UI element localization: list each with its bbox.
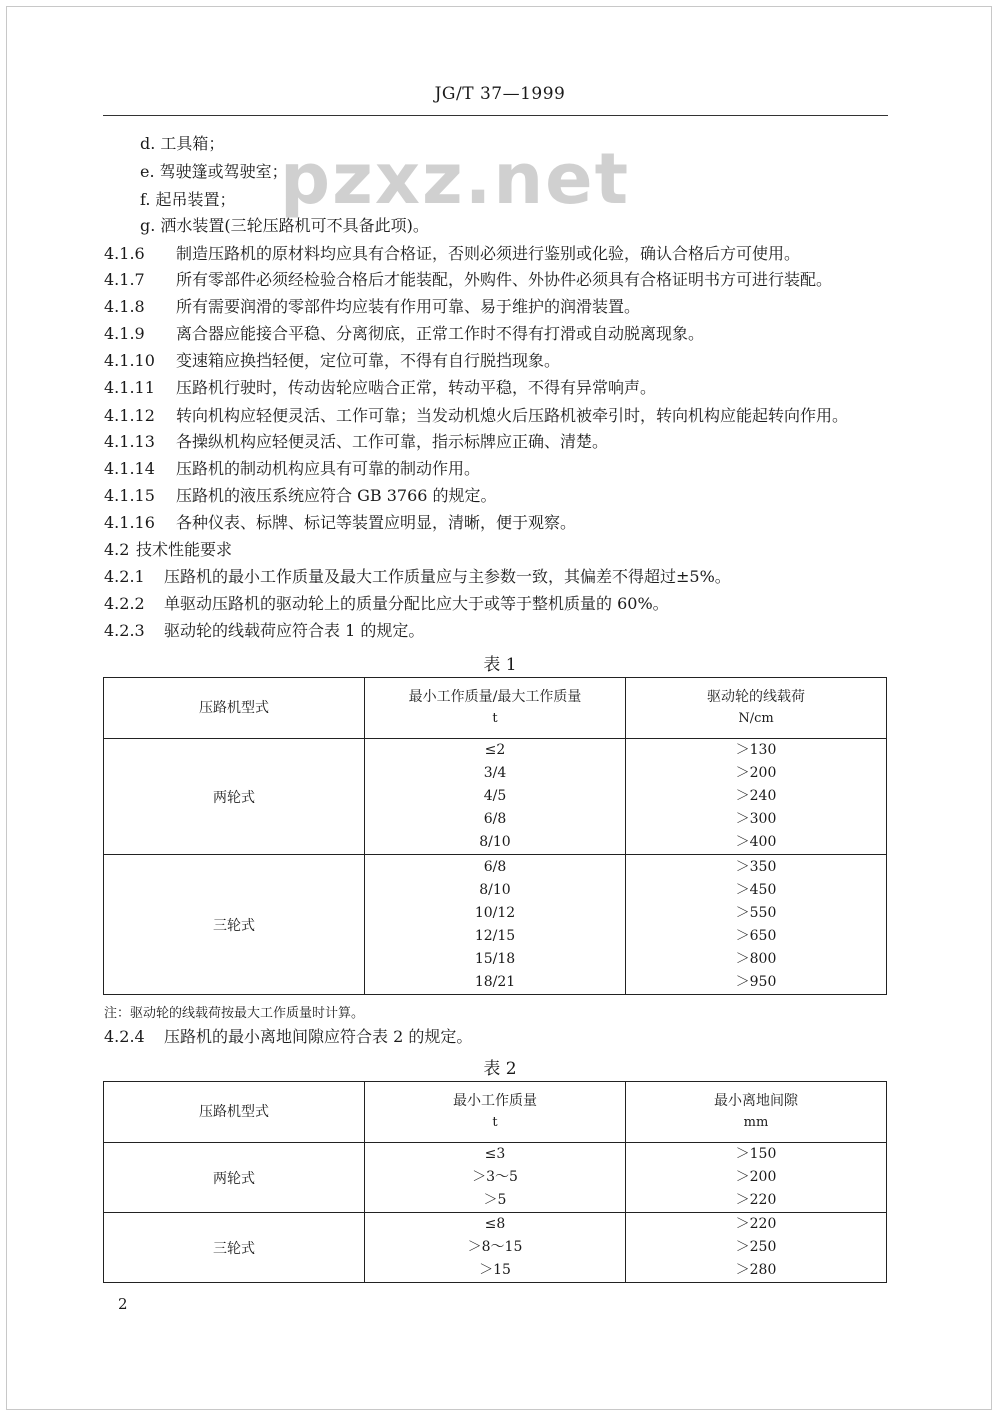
watermark: pzxz.net	[280, 138, 631, 220]
table1-header-mass: 最小工作质量/最大工作质量 t	[365, 678, 626, 739]
sub-item-e: e. 驾驶篷或驾驶室；	[140, 162, 288, 181]
sub-item-d: d. 工具箱；	[140, 134, 225, 153]
clause: 4.1.13 各操纵机构应轻便灵活、工作可靠，指示标牌应正确、清楚。	[104, 432, 609, 451]
load-cell: ＞350 ＞450 ＞550 ＞650 ＞800 ＞950	[626, 855, 887, 995]
clause: 4.1.9 离合器应能接合平稳、分离彻底，正常工作时不得有打滑或自动脱离现象。	[104, 324, 705, 343]
mass-cell: 6/8 8/10 10/12 12/15 15/18 18/21	[365, 855, 626, 995]
type-cell: 三轮式	[104, 855, 365, 995]
table2-header-row	[104, 1082, 887, 1143]
table1-title: 表 1	[483, 655, 517, 675]
table-row	[104, 1143, 887, 1213]
clause: 4.1.7 所有零部件必须经检验合格后才能装配，外购件、外协件必须具有合格证明书方可进行装配。	[104, 270, 833, 289]
table1-header-type: 压路机型式	[104, 678, 365, 739]
page-header: JG/T 37—1999	[434, 84, 566, 104]
table1-header-row	[104, 678, 887, 739]
sub-item-f: f. 起吊装置；	[140, 190, 236, 209]
clause: 4.2.4 压路机的最小离地间隙应符合表 2 的规定。	[104, 1027, 473, 1046]
table2-header-mass: 最小工作质量 t	[365, 1082, 626, 1143]
clause: 4.1.8 所有需要润滑的零部件均应装有作用可靠、易于维护的润滑装置。	[104, 297, 641, 316]
clause: 4.1.6 制造压路机的原材料均应具有合格证，否则必须进行鉴别或化验，确认合格后方可使用。	[104, 244, 801, 263]
table1	[103, 677, 887, 995]
mass-cell: ≤8 ＞8～15 ＞15	[365, 1213, 626, 1283]
type-cell: 两轮式	[104, 1143, 365, 1213]
table2-title: 表 2	[483, 1059, 517, 1079]
clause: 4.1.15 压路机的液压系统应符合 GB 3766 的规定。	[104, 486, 497, 505]
gap-cell: ＞150 ＞200 ＞220	[626, 1143, 887, 1213]
table-row	[104, 739, 887, 855]
mass-cell: ≤2 3/4 4/5 6/8 8/10	[365, 739, 626, 855]
type-cell: 两轮式	[104, 739, 365, 855]
table2-header-type: 压路机型式	[104, 1082, 365, 1143]
gap-cell: ＞220 ＞250 ＞280	[626, 1213, 887, 1283]
sub-item-g: g. 洒水装置(三轮压路机可不具备此项)。	[140, 216, 429, 235]
table1-header-load: 驱动轮的线载荷 N/cm	[626, 678, 887, 739]
clause: 4.1.14 压路机的制动机构应具有可靠的制动作用。	[104, 459, 481, 478]
mass-cell: ≤3 ＞3～5 ＞5	[365, 1143, 626, 1213]
clause: 4.2.1 压路机的最小工作质量及最大工作质量应与主参数一致，其偏差不得超过±5%。	[104, 567, 731, 586]
section-heading: 4.2 技术性能要求	[104, 540, 233, 559]
table-row	[104, 855, 887, 995]
table2	[103, 1081, 887, 1283]
clause: 4.1.10 变速箱应换挡轻便，定位可靠，不得有自行脱挡现象。	[104, 351, 561, 370]
clause: 4.1.11 压路机行驶时，传动齿轮应啮合正常，转动平稳，不得有异常响声。	[104, 378, 657, 397]
clause: 4.1.12 转向机构应轻便灵活、工作可靠；当发动机熄火后压路机被牵引时，转向机构应能起转向作用。	[104, 406, 849, 425]
load-cell: ＞130 ＞200 ＞240 ＞300 ＞400	[626, 739, 887, 855]
header-rule	[103, 115, 888, 116]
table2-header-gap: 最小离地间隙 mm	[626, 1082, 887, 1143]
clause: 4.2.2 单驱动压路机的驱动轮上的质量分配比应大于或等于整机质量的 60%。	[104, 594, 669, 613]
table1-note: 注：驱动轮的线载荷按最大工作质量时计算。	[104, 1006, 365, 1021]
type-cell: 三轮式	[104, 1213, 365, 1283]
clause: 4.1.16 各种仪表、标牌、标记等装置应明显，清晰，便于观察。	[104, 513, 577, 532]
table-row	[104, 1213, 887, 1283]
page-number: 2	[118, 1295, 128, 1313]
clause: 4.2.3 驱动轮的线载荷应符合表 1 的规定。	[104, 621, 425, 640]
